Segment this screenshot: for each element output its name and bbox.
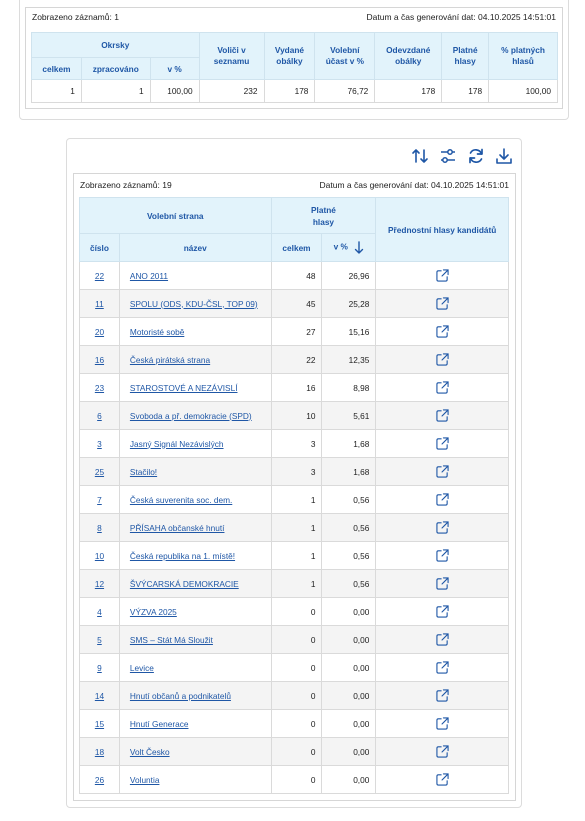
party-name-cell (119, 682, 271, 710)
preferential-votes-cell (376, 542, 509, 570)
summary-table (31, 32, 558, 103)
table-row (80, 486, 509, 514)
external-link-icon[interactable] (436, 409, 449, 422)
party-name-link[interactable]: ŠVÝCARSKÁ DEMOKRACIE (129, 578, 239, 589)
party-name-cell (119, 766, 271, 794)
party-number-cell (80, 710, 120, 738)
party-name-cell (119, 598, 271, 626)
party-number-link[interactable]: 4 (97, 606, 102, 617)
toolbar (411, 147, 513, 165)
preferential-votes-cell (376, 290, 509, 318)
external-link-icon[interactable] (436, 745, 449, 758)
vydane-value: 178 (264, 80, 315, 103)
table-row (80, 766, 509, 794)
preferential-votes-cell (376, 262, 509, 290)
party-votes-pct: 0,00 (322, 598, 376, 626)
party-name-cell (119, 486, 271, 514)
party-name-link[interactable]: SPOLU (ODS, KDU-ČSL, TOP 09) (129, 298, 258, 309)
external-link-icon[interactable] (436, 325, 449, 338)
table-row (80, 262, 509, 290)
party-votes-total: 22 (271, 346, 322, 374)
party-number-cell (80, 654, 120, 682)
party-votes-pct: 0,56 (322, 486, 376, 514)
summary-table-container (25, 7, 563, 109)
external-link-icon[interactable] (436, 689, 449, 702)
external-link-icon[interactable] (436, 353, 449, 366)
external-link-icon[interactable] (436, 549, 449, 562)
parties-table (79, 197, 509, 794)
party-votes-total: 3 (271, 430, 322, 458)
preferential-votes-cell (376, 738, 509, 766)
party-votes-pct: 0,00 (322, 738, 376, 766)
party-name-cell (119, 738, 271, 766)
party-name-cell (119, 542, 271, 570)
party-number-cell (80, 374, 120, 402)
party-name-cell (119, 262, 271, 290)
party-votes-pct: 0,56 (322, 570, 376, 598)
party-votes-pct: 1,68 (322, 430, 376, 458)
parties-meta-row (74, 174, 515, 196)
party-votes-total: 1 (271, 514, 322, 542)
party-number-cell (80, 766, 120, 794)
header-platne: Platné hlasy (442, 33, 489, 80)
table-row (80, 542, 509, 570)
table-row (80, 430, 509, 458)
table-row (80, 598, 509, 626)
table-row (80, 738, 509, 766)
party-votes-total: 16 (271, 374, 322, 402)
summary-meta-row (26, 8, 562, 26)
party-number-cell (80, 514, 120, 542)
party-number-cell (80, 402, 120, 430)
party-votes-pct: 0,56 (322, 542, 376, 570)
party-number-link[interactable]: 26 (94, 774, 105, 785)
party-number-cell (80, 458, 120, 486)
party-number-cell (80, 542, 120, 570)
parties-records-count: Zobrazeno záznamů: 19 (80, 180, 172, 190)
party-name-link[interactable]: Hnutí Generace (129, 718, 189, 729)
party-votes-total: 0 (271, 682, 322, 710)
header-vydane: Vydané obálky (264, 33, 315, 80)
party-name-cell (119, 290, 271, 318)
party-name-link[interactable]: Levice (129, 662, 154, 673)
party-votes-total: 1 (271, 570, 322, 598)
pct-platnych-value: 100,00 (489, 80, 558, 103)
parties-panel (66, 138, 522, 808)
preferential-votes-cell (376, 626, 509, 654)
filter-icon[interactable] (439, 147, 457, 165)
external-link-icon[interactable] (436, 381, 449, 394)
party-number-link[interactable]: 3 (97, 438, 102, 449)
party-votes-total: 0 (271, 710, 322, 738)
party-number-link[interactable]: 8 (97, 522, 102, 533)
header-odevzdane: Odevzdané obálky (375, 33, 442, 80)
party-name-cell (119, 430, 271, 458)
generated-timestamp: Datum a čas generování dat: 04.10.2025 14:51:01 (366, 12, 556, 22)
party-votes-pct: 0,56 (322, 514, 376, 542)
party-name-cell (119, 710, 271, 738)
party-number-cell (80, 570, 120, 598)
party-name-link[interactable]: Česká republika na 1. místě! (129, 550, 236, 561)
preferential-votes-cell (376, 458, 509, 486)
party-name-link[interactable]: PŘÍSAHA občanské hnutí (129, 522, 225, 533)
summary-panel (19, 0, 569, 120)
okrsky-zpracovano-value: 1 (81, 80, 150, 103)
table-row (80, 514, 509, 542)
party-name-link[interactable]: Jasný Signál Nezávislých (129, 438, 224, 449)
party-number-link[interactable]: 9 (97, 662, 102, 673)
header-platne-hlasy: Platné hlasy (271, 198, 376, 234)
party-votes-pct: 0,00 (322, 682, 376, 710)
external-link-icon[interactable] (436, 437, 449, 450)
header-cislo[interactable]: číslo (80, 234, 120, 262)
parties-table-body (80, 262, 509, 794)
party-votes-total: 27 (271, 318, 322, 346)
party-name-cell (119, 318, 271, 346)
party-number-link[interactable]: 25 (94, 466, 105, 477)
party-votes-pct: 15,16 (322, 318, 376, 346)
party-votes-pct: 0,00 (322, 766, 376, 794)
party-number-link[interactable]: 14 (94, 690, 105, 701)
party-votes-total: 0 (271, 626, 322, 654)
header-pct-platnych: % platných hlasů (489, 33, 558, 80)
table-row (80, 570, 509, 598)
party-number-link[interactable]: 22 (94, 270, 105, 281)
party-votes-total: 0 (271, 766, 322, 794)
okrsky-celkem-value: 1 (32, 80, 82, 103)
party-number-cell (80, 346, 120, 374)
header-okrsky: Okrsky (32, 33, 200, 58)
party-votes-total: 10 (271, 402, 322, 430)
party-name-cell (119, 626, 271, 654)
external-link-icon[interactable] (436, 521, 449, 534)
party-number-cell (80, 738, 120, 766)
table-row (80, 458, 509, 486)
external-link-icon[interactable] (436, 577, 449, 590)
table-row (80, 710, 509, 738)
party-votes-total: 3 (271, 458, 322, 486)
preferential-votes-cell (376, 346, 509, 374)
party-number-cell (80, 430, 120, 458)
header-ucast: Volební účast v % (315, 33, 375, 80)
table-row (80, 318, 509, 346)
party-votes-pct: 25,28 (322, 290, 376, 318)
party-number-link[interactable]: 20 (94, 326, 105, 337)
header-volici: Voliči v seznamu (199, 33, 264, 80)
party-name-link[interactable]: STAROSTOVÉ A NEZÁVISLÍ (129, 382, 238, 393)
party-name-link[interactable]: Motoristé sobě (129, 326, 185, 337)
party-votes-pct: 0,00 (322, 654, 376, 682)
table-row (80, 290, 509, 318)
party-number-cell (80, 598, 120, 626)
okrsky-pct-value: 100,00 (150, 80, 199, 103)
party-votes-pct: 5,61 (322, 402, 376, 430)
header-celkem[interactable]: celkem (271, 234, 322, 262)
party-votes-pct: 8,98 (322, 374, 376, 402)
party-votes-pct: 0,00 (322, 710, 376, 738)
download-icon[interactable] (495, 147, 513, 165)
party-number-link[interactable]: 18 (94, 746, 105, 757)
party-name-link[interactable]: Česká pirátská strana (129, 354, 211, 365)
party-name-cell (119, 346, 271, 374)
table-row (80, 626, 509, 654)
external-link-icon[interactable] (436, 633, 449, 646)
external-link-icon[interactable] (436, 269, 449, 282)
odevzdane-value: 178 (375, 80, 442, 103)
preferential-votes-cell (376, 654, 509, 682)
party-number-link[interactable]: 10 (94, 550, 105, 561)
table-row (80, 682, 509, 710)
sort-icon[interactable] (411, 147, 429, 165)
preferential-votes-cell (376, 710, 509, 738)
party-name-link[interactable]: SMS – Stát Má Sloužit (129, 634, 213, 645)
party-votes-pct: 0,00 (322, 626, 376, 654)
header-v-pct[interactable] (322, 234, 376, 262)
platne-value: 178 (442, 80, 489, 103)
party-number-link[interactable]: 5 (97, 634, 102, 645)
header-nazev[interactable]: název (119, 234, 271, 262)
party-name-link[interactable]: VÝZVA 2025 (129, 606, 177, 617)
external-link-icon[interactable] (436, 297, 449, 310)
party-name-cell (119, 514, 271, 542)
preferential-votes-cell (376, 514, 509, 542)
party-name-link[interactable]: Voluntia (129, 774, 160, 785)
party-name-link[interactable]: Stačilo! (129, 466, 158, 477)
preferential-votes-cell (376, 598, 509, 626)
external-link-icon[interactable] (436, 605, 449, 618)
header-okrsky-celkem: celkem (32, 58, 82, 80)
records-count: Zobrazeno záznamů: 1 (32, 12, 119, 22)
header-prednostni-hlasy: Přednostní hlasy kandidátů (376, 198, 509, 262)
party-number-link[interactable]: 23 (94, 382, 105, 393)
external-link-icon[interactable] (436, 717, 449, 730)
party-number-link[interactable]: 11 (95, 298, 104, 309)
party-votes-pct: 26,96 (322, 262, 376, 290)
table-row (80, 346, 509, 374)
external-link-icon[interactable] (436, 661, 449, 674)
party-number-link[interactable]: 6 (97, 410, 102, 421)
party-name-cell (119, 570, 271, 598)
external-link-icon[interactable] (436, 773, 449, 786)
ucast-value: 76,72 (315, 80, 375, 103)
party-name-cell (119, 458, 271, 486)
parties-table-container (73, 173, 516, 801)
refresh-icon[interactable] (467, 147, 485, 165)
party-number-cell (80, 290, 120, 318)
party-name-cell (119, 374, 271, 402)
party-name-cell (119, 402, 271, 430)
party-number-cell (80, 262, 120, 290)
party-number-link[interactable]: 7 (97, 494, 102, 505)
volici-value: 232 (199, 80, 264, 103)
preferential-votes-cell (376, 682, 509, 710)
party-name-link[interactable]: Volt Česko (129, 746, 170, 757)
external-link-icon[interactable] (436, 493, 449, 506)
party-name-link[interactable]: Svoboda a př. demokracie (SPD) (129, 410, 252, 421)
party-name-link[interactable]: Hnutí občanů a podnikatelů (129, 690, 231, 701)
table-row (80, 402, 509, 430)
parties-generated-timestamp: Datum a čas generování dat: 04.10.2025 14:51:01 (319, 180, 509, 190)
sort-descending-icon[interactable] (354, 241, 364, 254)
party-votes-total: 1 (271, 542, 322, 570)
party-votes-total: 48 (271, 262, 322, 290)
header-okrsky-pct: v % (150, 58, 199, 80)
party-number-cell (80, 318, 120, 346)
party-votes-pct: 1,68 (322, 458, 376, 486)
party-number-link[interactable]: 16 (94, 354, 105, 365)
party-number-link[interactable]: 12 (94, 578, 105, 589)
external-link-icon[interactable] (436, 465, 449, 478)
party-votes-total: 0 (271, 598, 322, 626)
party-votes-total: 0 (271, 654, 322, 682)
preferential-votes-cell (376, 486, 509, 514)
party-number-link[interactable]: 15 (94, 718, 105, 729)
party-number-cell (80, 626, 120, 654)
party-name-link[interactable]: Česká suverenita soc. dem. (129, 494, 233, 505)
party-votes-total: 1 (271, 486, 322, 514)
header-v-pct-label: v % (333, 241, 348, 252)
table-row (80, 654, 509, 682)
summary-row (32, 80, 558, 103)
party-number-cell (80, 486, 120, 514)
preferential-votes-cell (376, 570, 509, 598)
table-row (80, 374, 509, 402)
party-number-cell (80, 682, 120, 710)
party-votes-total: 45 (271, 290, 322, 318)
party-votes-pct: 12,35 (322, 346, 376, 374)
header-volebni-strana: Volební strana (80, 198, 272, 234)
header-okrsky-zpracovano: zpracováno (81, 58, 150, 80)
preferential-votes-cell (376, 766, 509, 794)
preferential-votes-cell (376, 430, 509, 458)
preferential-votes-cell (376, 402, 509, 430)
party-name-link[interactable]: ANO 2011 (129, 270, 169, 281)
party-votes-total: 0 (271, 738, 322, 766)
party-name-cell (119, 654, 271, 682)
preferential-votes-cell (376, 374, 509, 402)
preferential-votes-cell (376, 318, 509, 346)
